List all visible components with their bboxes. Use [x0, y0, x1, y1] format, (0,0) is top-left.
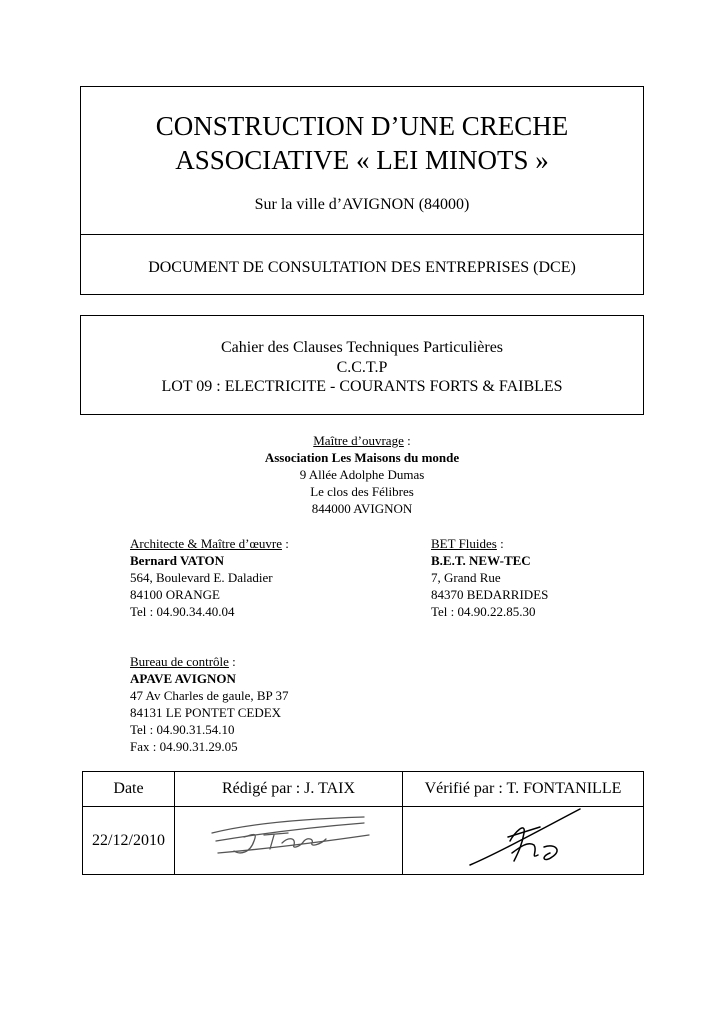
- owner-role: Maître d’ouvrage: [313, 433, 404, 448]
- owner-name: Association Les Maisons du monde: [264, 450, 460, 465]
- control-block: [130, 653, 289, 755]
- project-header-box: [80, 86, 644, 295]
- lot-title: LOT 09 : ELECTRICITE - COURANTS FORTS & FAIBLES: [161, 378, 563, 395]
- bet-name: B.E.T. NEW-TEC: [431, 553, 531, 568]
- bet-block: [431, 535, 548, 620]
- owner-block: [180, 432, 544, 517]
- control-tel: Tel : 04.90.31.54.10: [130, 722, 235, 737]
- document-type: DOCUMENT DE CONSULTATION DES ENTREPRISES (DCE): [148, 259, 576, 276]
- written-by-header: Rédigé par : J. TAIX: [175, 772, 403, 807]
- architect-name: Bernard VATON: [130, 553, 225, 568]
- owner-address1: 9 Allée Adolphe Dumas: [299, 467, 425, 482]
- cctp-title: Cahier des Clauses Techniques Particulières: [220, 339, 504, 356]
- header-divider: [81, 234, 643, 235]
- signature-row: [83, 807, 644, 875]
- control-role-suffix: :: [228, 654, 236, 669]
- signature-taix-cell: [175, 807, 403, 875]
- architect-role-suffix: :: [281, 536, 289, 551]
- control-name: APAVE AVIGNON: [130, 671, 236, 686]
- architect-address2: 84100 ORANGE: [130, 587, 220, 602]
- architect-address1: 564, Boulevard E. Daladier: [130, 570, 273, 585]
- date-header: Date: [83, 772, 175, 807]
- signature-taix-icon: [204, 813, 374, 863]
- architect-tel: Tel : 04.90.34.40.04: [130, 604, 235, 619]
- architect-role: Architecte & Maître d’œuvre: [130, 536, 282, 551]
- owner-address2: Le clos des Félibres: [310, 484, 414, 499]
- owner-role-suffix: :: [403, 433, 411, 448]
- signature-table: [82, 771, 644, 875]
- owner-address3: 844000 AVIGNON: [311, 501, 413, 516]
- project-location: Sur la ville d’AVIGNON (84000): [254, 196, 470, 213]
- cctp-abbreviation: C.C.T.P: [336, 359, 388, 376]
- bet-role-suffix: :: [496, 536, 504, 551]
- signature-fontanille-icon: [448, 807, 598, 869]
- architect-block: [130, 535, 289, 620]
- cctp-box: [80, 315, 644, 415]
- bet-address1: 7, Grand Rue: [431, 570, 501, 585]
- bet-tel: Tel : 04.90.22.85.30: [431, 604, 536, 619]
- control-address1: 47 Av Charles de gaule, BP 37: [130, 688, 289, 703]
- project-title-line2: ASSOCIATIVE « LEI MINOTS »: [175, 145, 549, 175]
- signature-fontanille-cell: [403, 807, 644, 875]
- date-value: 22/12/2010: [83, 807, 175, 875]
- bet-address2: 84370 BEDARRIDES: [431, 587, 549, 602]
- project-title-line1: CONSTRUCTION D’UNE CRECHE: [155, 111, 569, 141]
- checked-by-header: Vérifié par : T. FONTANILLE: [403, 772, 644, 807]
- control-address2: 84131 LE PONTET CEDEX: [130, 705, 282, 720]
- project-title: [81, 109, 643, 177]
- control-fax: Fax : 04.90.31.29.05: [130, 739, 238, 754]
- bet-role: BET Fluides: [431, 536, 497, 551]
- signature-header-row: [83, 772, 644, 807]
- control-role: Bureau de contrôle: [130, 654, 229, 669]
